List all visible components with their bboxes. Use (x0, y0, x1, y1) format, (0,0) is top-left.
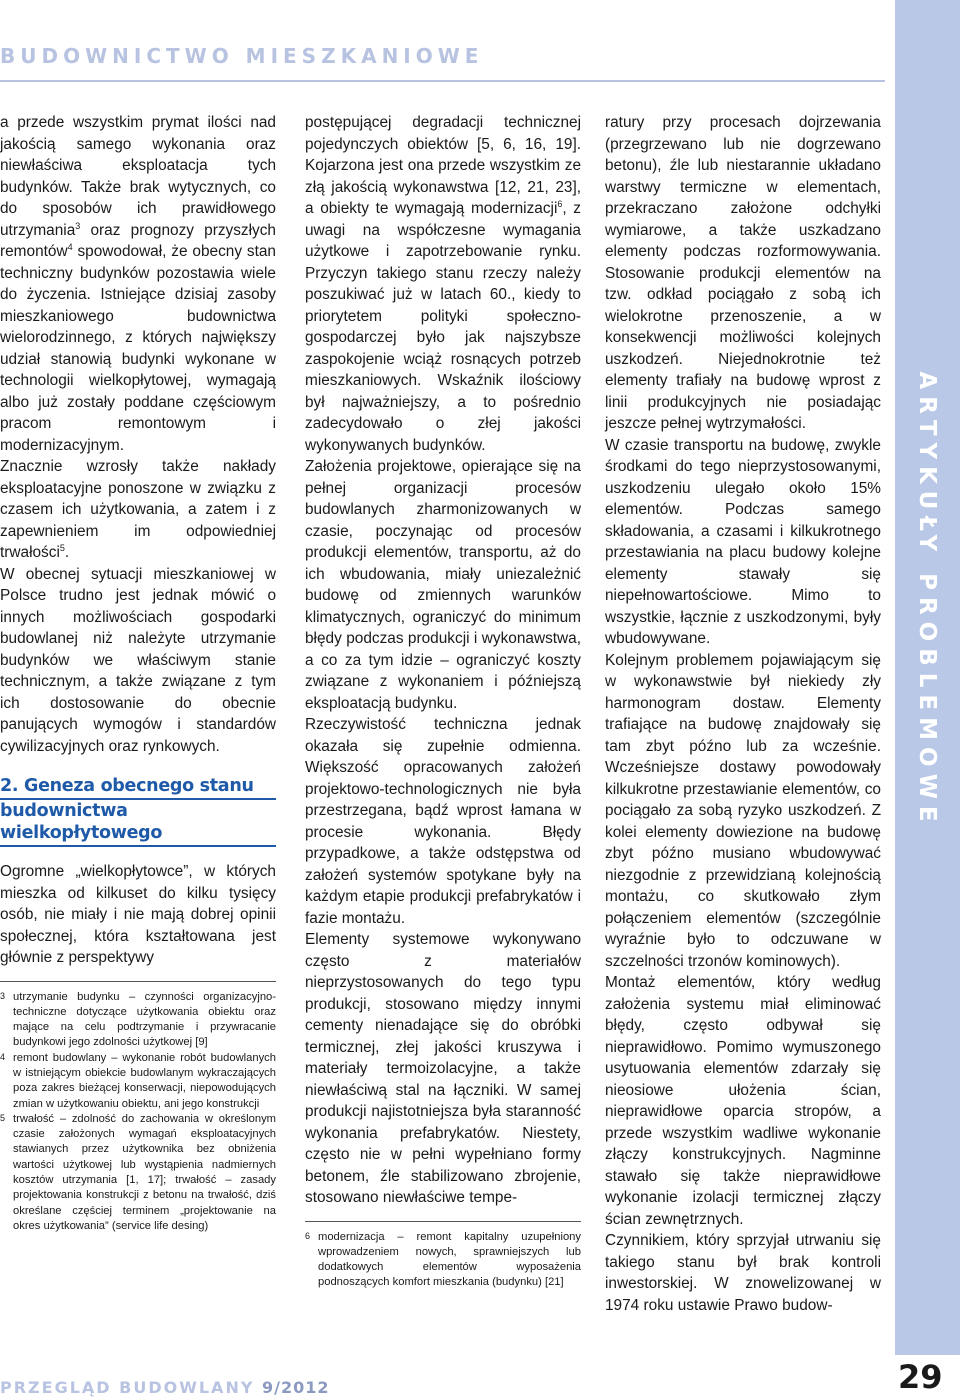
column-2 (305, 112, 581, 1291)
footer-magazine: PRZEGLĄD BUDOWLANY 9/2012 (0, 1378, 330, 1397)
paragraph: ratury przy procesach dojrzewania (przegrzewano lub nie dogrzewano betonu), źle lub niestarannie układano warstwy termiczne w elementach, przekraczano założone odchyłki wymiarowe, a także uszkadzano elementy podczas rozformowywania. Stosowanie produkcji elementów na tzw. odkład pociągało z sobą ich wielokrotne przenoszenie, a w konsekwencji możliwości kolejnych uszkodzeń. Niejednokrotnie też elementy trafiały na budowę wprost z linii produkcyjnych nie posiadając jeszcze pełnej wytrzymałości. (605, 114, 881, 432)
footnote: 6 modernizacja – remont kapitalny uzupełniony wprowadzeniem nowych, sprawniejszych lub dodatkowych elementów wyposażenia podnoszących komfort mieszkania (budynku) [21] (305, 1230, 581, 1289)
footnote: 3 utrzymanie budynku – czynności organizacyjno-techniczne dotyczące użytkowania obiektu oraz mające na celu podtrzymanie i przywracanie budynkowi jego zdolności użytkowej [9] (0, 990, 276, 1049)
footnotes (0, 990, 276, 1235)
column-3 (605, 112, 881, 1316)
footnote: 5 trwałość – zdolność do zachowania w określonym czasie założonych wymagań eksploatacyjnych stawianych przez użytkownika bez obniżenia wartości użytkowej lub wystąpienia nadmiernych kosztów utrzymania [1, 17]; trwałość – zasady projektowania konstrukcji z betonu na trwałość, dziś określane częściej terminem „projektowanie na okres użytkowania” (service life desing) (0, 1112, 276, 1232)
footnote-rule (0, 981, 276, 982)
paragraph: Rzeczywistość techniczna jednak okazała się zupełnie odmienna. Większość opracowanych założeń projektowo-technologicznych nie była przestrzegana, bądź wprost łamana w procesie wykonania. Błędy przypadkowe, a także odstępstwa od założeń systemów spotykane były na każdym etapie produkcji prefabrykatów i fazie montażu. (305, 716, 581, 927)
paragraph: Założenia projektowe, opierające się na pełnej organizacji procesów budowlanych zharmonizowanych w czasie, poczynając od procesów produkcji elementów, transportu, aż do ich wbudowania, miały uniezależnić budowę od zmiennych warunków klimatycznych, ograniczyć do minimum błędy podczas produkcji i wykonawstwa, a co za tym idzie – ograniczyć koszty związane z wykonaniem i późniejszą eksploatacją budynku. (305, 458, 581, 712)
paragraph: Elementy systemowe wykonywano często z materiałów nieprzystosowanych do tego typu produkcji, stosowano między innymi cementy nienadające się do obróbki termicznej, złej jakości kruszywa i materiały termoizolacyjne, a także niewłaściwą stal na łączniki. W samej produkcji najistotniejsza była staranność wykonania prefabrykatów. Niestety, często nie w pełni wypełniano formy betonem, źle stabilizowano zbrojenie, stosowano niewłaściwe tempe- (305, 931, 581, 1206)
paragraph: W obecnej sytuacji mieszkaniowej w Polsce trudno jest jednak mówić o innych możliwościach gospodarki budowlanej niż należyte utrzymanie budynków we właściwym stanie technicznym, a także związane z tym ich dostosowanie do obecnie panujących wymogów i standardów cywilizacyjnych oraz rynkowych. (0, 565, 276, 755)
running-header: BUDOWNICTWO MIESZKANIOWE (0, 44, 484, 68)
footnote-ref: 4 (67, 241, 73, 252)
paragraph: Znacznie wzrosły także nakłady eksploatacyjne ponoszone w związku z czasem ich użytkowania, a zatem i z zapewnieniem im odpowiedniej trwałości$^5$. (0, 458, 276, 561)
section-side-label: ARTYKUŁY PROBLEMOWE (914, 371, 940, 829)
footnote-rule (305, 1221, 581, 1222)
footnote: 4 remont budowlany – wykonanie robót budowlanych w istniejącym obiekcie budowlanym wykraczających poza zakres bieżącej konserwacji, niepowodujących zmian w użytkowaniu obiektu, ani jego konstrukcji (0, 1051, 276, 1110)
paragraph: postępującej degradacji technicznej pojedynczych obiektów [5, 6, 16, 19]. Kojarzona jest ona przede wszystkim ze złą jakością wykonawstwa [12, 21, 23], a obiekty te wymagają modernizacji$^6$, z uwagi na współczesne wymagania użytkowe i zapotrzebowanie rynku. Przyczyn takiego stanu rzeczy należy poszukiwać już w latach 60., kiedy to priorytetem polityki społeczno-gospodarczej było jak najszybsze zaspokojenie wciąż rosnących potrzeb mieszkaniowych. Wskaźnik ilościowy był najważniejszy, a to pośrednio zadecydowało o złej jakości wykonywanych budynków. (305, 114, 581, 454)
header-rule (0, 80, 885, 82)
footnote-ref: 3 (75, 220, 81, 231)
section-heading: 2. Geneza obecnego stanu budownictwa wielkopłytowego (0, 775, 276, 847)
paragraph: Montaż elementów, który według założenia systemu miał eliminować błędy, często odbywał się nieprawidłowo. Pomimo wymuszonego usytuowania elementów zdarzały się nieosiowe ułożenia ścian, nieprawidłowe oparcia stropów, a przede wszystkim wadliwe wykonanie złączy konstrukcyjnych. Nagminne stawało się także nieprawidłowe wykonanie izolacji termicznej złączy ścian zewnętrznych. (605, 974, 881, 1228)
paragraph: Kolejnym problemem pojawiającym się w wykonawstwie był niekiedy zły harmonogram dostaw. Elementy trafiające na budowę znajdowały się tam zbyt późno lub za wcześnie. Wcześniejsze dostawy powodowały kilkukrotne przestawianie elementów, co pociągało za sobą ryzyko uszkodzeń. Z kolei elementy dowiezione na budowę zbyt późno musiano wbudowywać niezgodnie z przewidzianą kolejnością montażu, co skutkowało złym połączeniem elementów (szczególnie wyraźnie było to odczuwane w szczelności trzonów kominowych). (605, 651, 881, 970)
paragraph: Czynnikiem, który sprzyjał utrwaniu się takiego stanu był brak kontroli inwestorskiej. W znowelizowanej w 1974 roku ustawie Prawo budow- (605, 1232, 881, 1314)
footer-issue: 9/2012 (262, 1378, 330, 1397)
paragraph: W czasie transportu na budowę, zwykle środkami do tego nieprzystosowanymi, uszkodzeniu ulegało około 15% elementów. Podczas samego składowania, a czasami i kilkukrotnego przestawiania na placu budowy kolejne elementy stawały się niepełnowartościowe. Mimo to wszystkie, łącznie z uszkodzonymi, były wbudowywane. (605, 436, 881, 647)
footnotes (305, 1230, 581, 1291)
paragraph: Ogromne „wielkopłytowce”, w których mieszka od kilkuset do kilku tysięcy osób, nie miały i nie mają dobrej opinii społecznej, która kształtowana jest głównie z perspektywy (0, 863, 276, 966)
paragraph: a przede wszystkim prymat ilości nad jakością samego wykonania oraz niewłaściwa eksploatacja tych budynków. Także brak wytycznych, co do sposobów ich prawidłowego utrzymania$^3$ oraz prognozy przyszłych remontów$^4$ spowodował, że obecny stan techniczny budynków pozostawia wiele do życzenia. Istniejące dzisiaj zasoby mieszkaniowego budownictwa wielorodzinnego, z których największy udział stanowią budynki wykonane w technologii wielkopłytowej, wymagają albo już zostały poddane częściowym pracom remontowym i modernizacyjnym. (0, 114, 276, 454)
column-1 (0, 112, 276, 1234)
page-number: 29 (898, 1358, 943, 1396)
footnote-ref: 5 (59, 542, 65, 553)
footnote-ref: 6 (557, 198, 563, 209)
